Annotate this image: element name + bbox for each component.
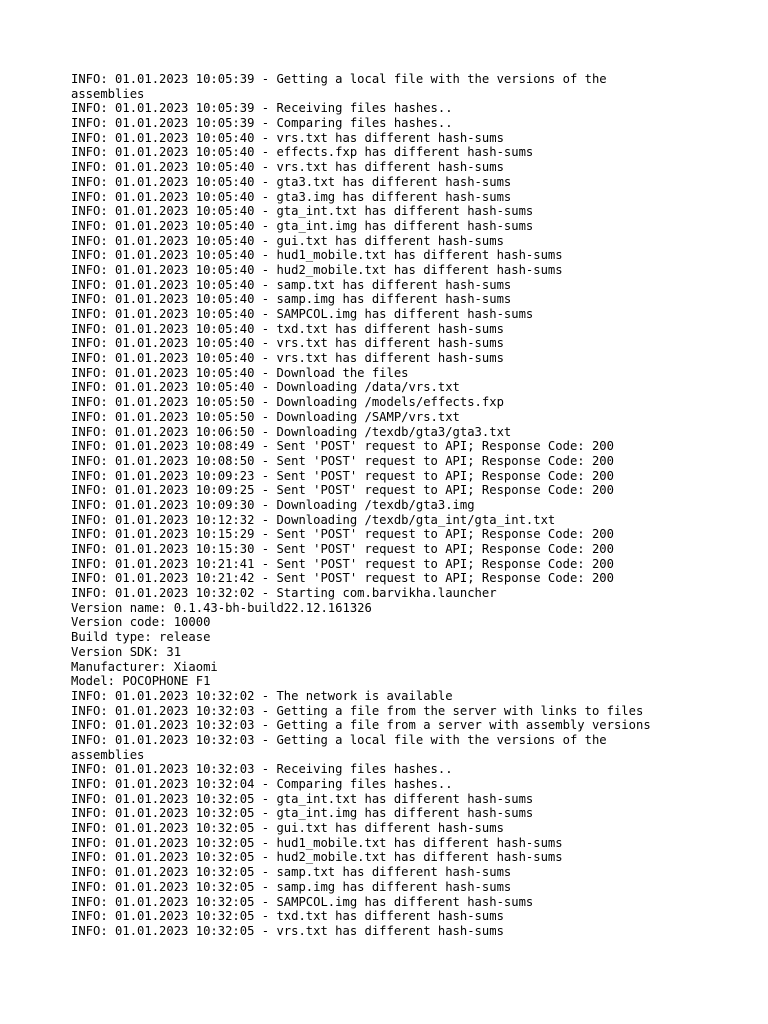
log-document — [71, 72, 711, 939]
log-line: Model: POCOPHONE F1 — [71, 674, 211, 689]
log-line: INFO: 01.01.2023 10:06:50 - Downloading /texdb/gta3/gta3.txt — [71, 424, 512, 439]
log-line: assemblies — [71, 86, 145, 101]
log-line: INFO: 01.01.2023 10:05:40 - gui.txt has different hash-sums — [71, 233, 504, 248]
log-line: INFO: 01.01.2023 10:08:49 - Sent 'POST' request to API; Response Code: 200 — [71, 439, 614, 454]
log-line: INFO: 01.01.2023 10:21:42 - Sent 'POST' request to API; Response Code: 200 — [71, 571, 614, 586]
log-line: INFO: 01.01.2023 10:32:05 - samp.txt has different hash-sums — [71, 865, 512, 880]
log-line: INFO: 01.01.2023 10:32:05 - SAMPCOL.img has different hash-sums — [71, 894, 534, 909]
log-line: INFO: 01.01.2023 10:09:30 - Downloading /texdb/gta3.img — [71, 497, 475, 512]
log-line: INFO: 01.01.2023 10:32:05 - gui.txt has different hash-sums — [71, 821, 504, 836]
log-line: INFO: 01.01.2023 10:05:40 - SAMPCOL.img has different hash-sums — [71, 307, 534, 321]
log-line: INFO: 01.01.2023 10:32:03 - Getting a file from a server with assembly versions — [71, 718, 651, 733]
log-line: INFO: 01.01.2023 10:32:05 - gta_int.txt has different hash-sums — [71, 791, 534, 806]
log-line: INFO: 01.01.2023 10:15:30 - Sent 'POST' request to API; Response Code: 200 — [71, 542, 614, 556]
log-line: INFO: 01.01.2023 10:32:05 - gta_int.img has different hash-sums — [71, 806, 534, 821]
log-line: INFO: 01.01.2023 10:05:40 - vrs.txt has different hash-sums — [71, 336, 504, 351]
log-line: INFO: 01.01.2023 10:05:40 - gta3.img has different hash-sums — [71, 189, 512, 204]
log-line: INFO: 01.01.2023 10:05:40 - gta3.txt has different hash-sums — [71, 174, 512, 189]
log-line: assemblies — [71, 747, 145, 762]
log-line: INFO: 01.01.2023 10:05:50 - Downloading /models/effects.fxp — [71, 395, 504, 410]
log-line: INFO: 01.01.2023 10:08:50 - Sent 'POST' request to API; Response Code: 200 — [71, 453, 614, 468]
log-line: INFO: 01.01.2023 10:12:32 - Downloading /texdb/gta_int/gta_int.txt — [71, 512, 556, 527]
log-line: INFO: 01.01.2023 10:32:05 - hud1_mobile.txt has different hash-sums — [71, 835, 563, 850]
log-line: INFO: 01.01.2023 10:05:40 - Downloading /data/vrs.txt — [71, 380, 460, 395]
log-line: INFO: 01.01.2023 10:05:50 - Downloading /SAMP/vrs.txt — [71, 409, 460, 424]
log-line: Version name: 0.1.43-bh-build22.12.161326 — [71, 600, 372, 615]
log-line: INFO: 01.01.2023 10:32:03 - Getting a local file with the versions of the — [71, 732, 607, 747]
log-line: INFO: 01.01.2023 10:05:40 - hud1_mobile.txt has different hash-sums — [71, 248, 563, 263]
log-line: INFO: 01.01.2023 10:05:40 - vrs.txt has different hash-sums — [71, 351, 504, 366]
log-line: INFO: 01.01.2023 10:32:03 - Getting a file from the server with links to files — [71, 703, 644, 718]
log-line: INFO: 01.01.2023 10:09:25 - Sent 'POST' request to API; Response Code: 200 — [71, 483, 614, 498]
log-line: Version code: 10000 — [71, 615, 211, 630]
log-line: INFO: 01.01.2023 10:05:39 - Receiving files hashes.. — [71, 101, 453, 116]
log-line: INFO: 01.01.2023 10:15:29 - Sent 'POST' request to API; Response Code: 200 — [71, 527, 614, 542]
log-line: INFO: 01.01.2023 10:32:05 - txd.txt has different hash-sums — [71, 909, 504, 924]
log-line: INFO: 01.01.2023 10:32:03 - Receiving files hashes.. — [71, 762, 453, 777]
log-line: INFO: 01.01.2023 10:32:02 - Starting com.barvikha.launcher — [71, 586, 497, 601]
log-line: INFO: 01.01.2023 10:05:40 - Download the files — [71, 365, 409, 380]
log-line: INFO: 01.01.2023 10:05:40 - samp.txt has different hash-sums — [71, 277, 512, 292]
log-line: INFO: 01.01.2023 10:05:40 - samp.img has different hash-sums — [71, 292, 512, 307]
log-line: INFO: 01.01.2023 10:21:41 - Sent 'POST' request to API; Response Code: 200 — [71, 556, 614, 571]
log-line: INFO: 01.01.2023 10:32:02 - The network is available — [71, 688, 453, 703]
log-line: INFO: 01.01.2023 10:05:40 - txd.txt has different hash-sums — [71, 321, 504, 336]
log-line: INFO: 01.01.2023 10:05:40 - vrs.txt has different hash-sums — [71, 130, 504, 145]
log-line: Version SDK: 31 — [71, 644, 182, 659]
log-line: INFO: 01.01.2023 10:32:05 - samp.img has different hash-sums — [71, 879, 512, 894]
log-line: INFO: 01.01.2023 10:32:05 - hud2_mobile.txt has different hash-sums — [71, 850, 563, 865]
log-line: INFO: 01.01.2023 10:05:40 - gta_int.img has different hash-sums — [71, 218, 534, 233]
log-line: INFO: 01.01.2023 10:05:40 - vrs.txt has different hash-sums — [71, 160, 504, 175]
log-line: INFO: 01.01.2023 10:05:40 - gta_int.txt has different hash-sums — [71, 204, 534, 219]
log-line: Build type: release — [71, 630, 211, 645]
log-line: INFO: 01.01.2023 10:05:40 - effects.fxp has different hash-sums — [71, 145, 534, 160]
log-line: INFO: 01.01.2023 10:09:23 - Sent 'POST' request to API; Response Code: 200 — [71, 468, 614, 483]
log-line: INFO: 01.01.2023 10:05:39 - Comparing files hashes.. — [71, 116, 453, 131]
log-line: INFO: 01.01.2023 10:05:40 - hud2_mobile.txt has different hash-sums — [71, 262, 563, 277]
log-line: INFO: 01.01.2023 10:32:04 - Comparing files hashes.. — [71, 777, 453, 791]
log-line: Manufacturer: Xiaomi — [71, 659, 218, 674]
log-line: INFO: 01.01.2023 10:05:39 - Getting a local file with the versions of the — [71, 72, 607, 86]
log-line: INFO: 01.01.2023 10:32:05 - vrs.txt has different hash-sums — [71, 923, 504, 938]
